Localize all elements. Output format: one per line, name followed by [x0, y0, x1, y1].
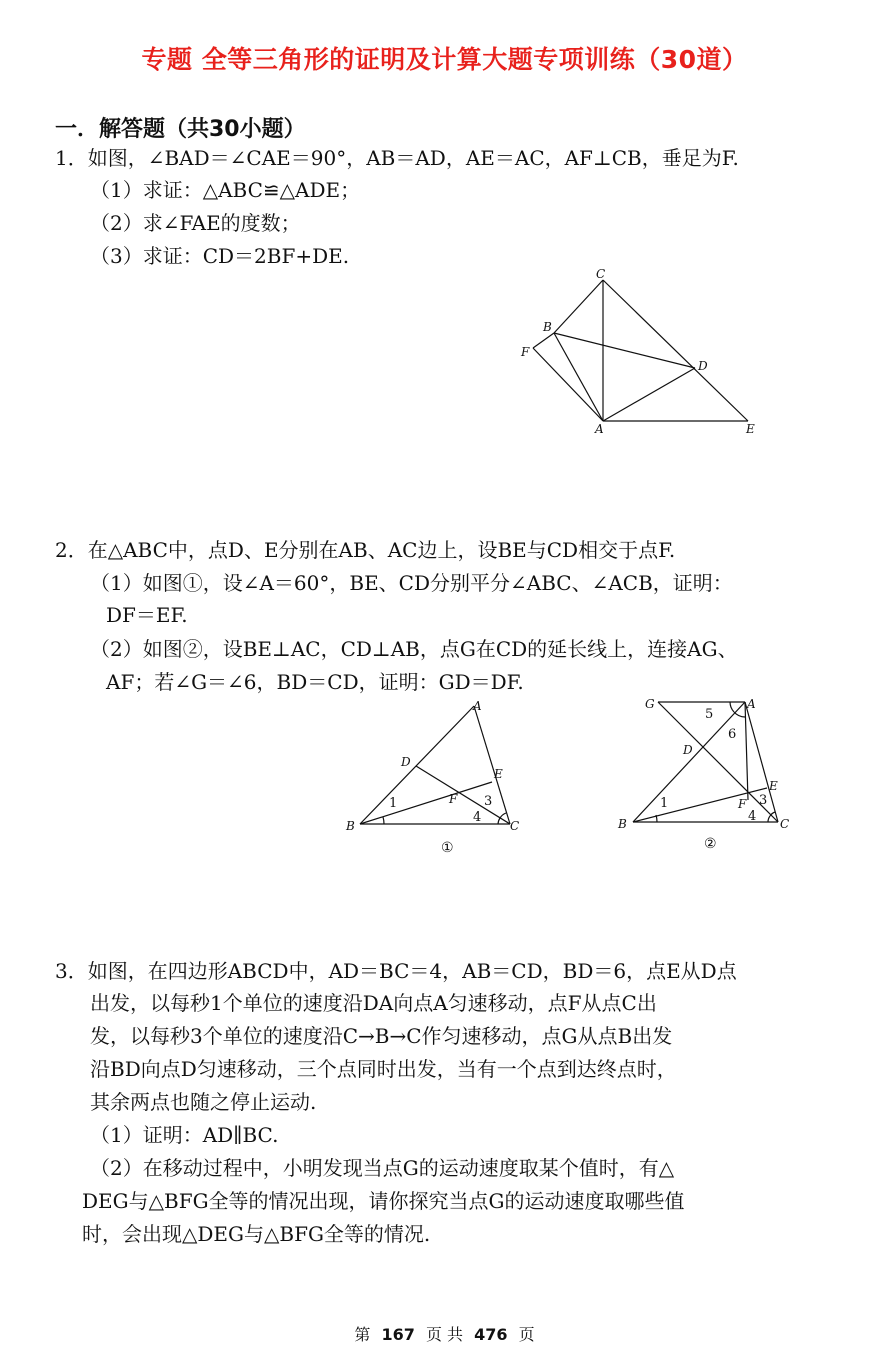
section-heading: 一．解答题（共30小题） [55, 117, 306, 142]
q3-line-4: 沿BD向点D匀速移动，三个点同时出发，当有一个点到达终点时， [90, 1057, 677, 1081]
q3-part2-line3: 时，会出现△DEG与△BFG全等的情况. [82, 1222, 431, 1246]
q1-part2: （2）求∠FAE的度数； [90, 211, 301, 235]
page-footer [0, 1322, 889, 1345]
q2-stem: 2．在△ABC中，点D、E分别在AB、AC边上，设BE与CD相交于点F. [55, 538, 676, 562]
q2-figure-1 [340, 696, 540, 860]
footer-page-number: 167 [381, 1325, 415, 1344]
footer-prefix: 第 [354, 1325, 371, 1344]
footer-total-pages: 476 [474, 1325, 508, 1344]
q2-part1-line1: （1）如图①，设∠A＝60°，BE、CD分别平分∠ABC、∠ACB，证明： [90, 571, 733, 595]
q2f1-label-f: F [449, 792, 458, 806]
q2f2-label-a: A [747, 697, 756, 711]
q2-figure-2 [612, 690, 802, 856]
q2f1-label-c: C [510, 819, 520, 833]
q2f2-label-f: F [738, 797, 747, 811]
q2-part1-line2: DF＝EF. [106, 603, 188, 627]
q2-part2-line2: AF；若∠G＝∠6，BD＝CD，证明：GD＝DF. [106, 670, 524, 694]
q1-part3: （3）求证：CD＝2BF+DE. [90, 244, 350, 268]
q2f1-label-e: E [494, 767, 503, 781]
q1-stem: 1．如图，∠BAD＝∠CAE＝90°，AB＝AD，AE＝AC，AF⊥CB，垂足为F. [55, 146, 739, 170]
q3-part2-line1: （2）在移动过程中，小明发现当点G的运动速度取某个值时，有△ [90, 1156, 675, 1180]
q2f2-label-d: D [683, 743, 693, 757]
footer-middle: 页 共 [425, 1325, 464, 1344]
q2f2-caption: ② [704, 836, 717, 852]
q2f2-angle-4: 4 [748, 809, 757, 824]
q1-label-a: A [595, 422, 604, 436]
q2f2-label-g: G [645, 697, 655, 711]
q3-line-5: 其余两点也随之停止运动. [90, 1090, 317, 1114]
q2f1-caption: ① [441, 840, 454, 856]
q1-label-b: B [543, 320, 552, 334]
q2f2-angle-3: 3 [759, 793, 768, 808]
q1-label-f: F [521, 345, 530, 359]
q3-line-3: 发，以每秒3个单位的速度沿C→B→C作匀速移动，点G从点B出发 [90, 1024, 673, 1048]
q2f2-label-c: C [780, 817, 790, 831]
q2f2-angle-6: 6 [728, 727, 737, 742]
q2f1-label-a: A [473, 699, 482, 713]
q3-part1: （1）证明：AD∥BC. [90, 1123, 279, 1147]
q2f1-angle-4: 4 [473, 810, 482, 825]
q2-part2-line1: （2）如图②，设BE⊥AC，CD⊥AB，点G在CD的延长线上，连接AG、 [90, 637, 738, 661]
q2f1-angle-3: 3 [484, 794, 493, 809]
q2f1-label-b: B [346, 819, 355, 833]
q2f1-label-d: D [401, 755, 411, 769]
q1-label-d: D [698, 359, 708, 373]
q1-label-e: E [746, 422, 755, 436]
q2f2-label-b: B [618, 817, 627, 831]
q1-label-c: C [596, 267, 606, 281]
q1-part1: （1）求证：△ABC≌△ADE； [90, 178, 361, 202]
q3-line-2: 出发，以每秒1个单位的速度沿DA向点A匀速移动，点F从点C出 [90, 991, 657, 1015]
footer-suffix: 页 [518, 1325, 535, 1344]
q3-part2-line2: DEG与△BFG全等的情况出现，请你探究当点G的运动速度取哪些值 [82, 1189, 685, 1213]
page-title: 专题 全等三角形的证明及计算大题专项训练（30道） [141, 45, 748, 74]
q3-line-1: 3．如图，在四边形ABCD中，AD＝BC＝4，AB＝CD，BD＝6，点E从D点 [55, 959, 737, 983]
q2f2-label-e: E [769, 779, 778, 793]
q2f2-angle-5: 5 [705, 707, 714, 722]
q2f1-angle-1: 1 [389, 796, 398, 811]
q1-figure [510, 262, 770, 442]
q2f2-angle-1: 1 [660, 796, 669, 811]
